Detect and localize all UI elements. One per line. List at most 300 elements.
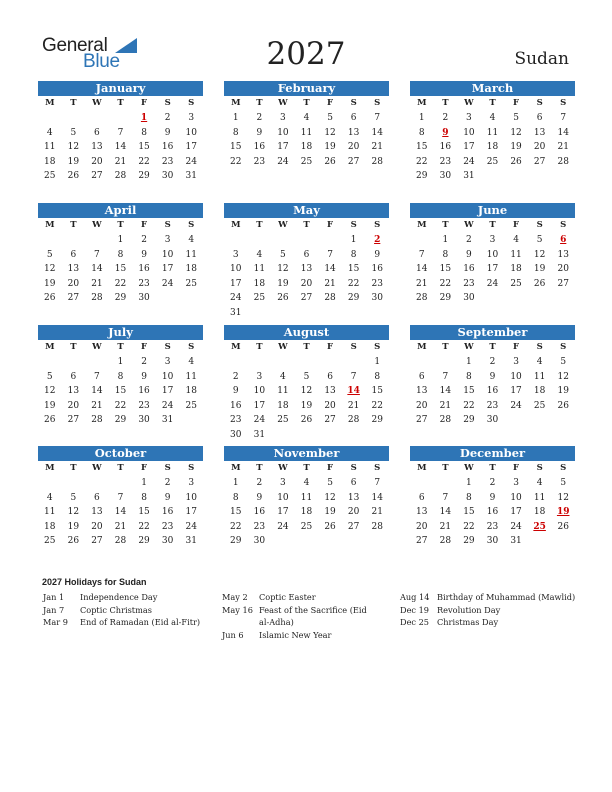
day-cell: 19 xyxy=(67,156,80,167)
day-cell: 22 xyxy=(439,278,452,289)
day-cell: 29 xyxy=(114,293,127,304)
empty-day-cell xyxy=(224,355,248,370)
day-cell: 24 xyxy=(185,521,197,532)
empty-day-cell xyxy=(410,233,434,248)
day-cell: 21 xyxy=(557,142,569,153)
day-cell: 23 xyxy=(486,400,499,411)
day-cell: 2 xyxy=(489,478,496,488)
weekday-label: T xyxy=(489,463,496,473)
day-cell: 5 xyxy=(46,249,53,260)
day-cell: 26 xyxy=(300,415,313,426)
weekday-label: W xyxy=(464,342,474,352)
day-cell: 26 xyxy=(324,521,336,532)
day-cell: 28 xyxy=(557,156,569,167)
day-cell: 1 xyxy=(466,357,472,367)
day-cell: 11 xyxy=(533,492,546,503)
day-cell: 5 xyxy=(303,371,310,382)
weekday-label: S xyxy=(560,98,567,108)
day-cell: 22 xyxy=(463,521,475,532)
day-cell: 24 xyxy=(277,156,289,167)
day-cell: 12 xyxy=(324,492,336,503)
holiday-date: May 16 xyxy=(222,604,253,615)
empty-day-cell xyxy=(318,355,342,370)
weekday-label: W xyxy=(464,98,474,108)
day-cell: 15 xyxy=(439,264,452,275)
day-cell: 7 xyxy=(117,492,124,503)
day-cell: 21 xyxy=(91,278,103,289)
day-cell: 9 xyxy=(256,492,263,503)
holiday-day-cell: 1 xyxy=(140,113,148,123)
day-cell: 27 xyxy=(347,521,360,532)
day-cell: 1 xyxy=(418,113,425,123)
holiday-date: Jan 7 xyxy=(43,604,65,615)
day-cell: 14 xyxy=(114,507,127,518)
day-cell: 22 xyxy=(138,521,150,532)
month-august xyxy=(224,325,389,443)
day-cell: 30 xyxy=(138,415,150,426)
day-cell: 28 xyxy=(439,415,452,426)
day-cell: 17 xyxy=(277,142,289,153)
month-header: August xyxy=(224,325,389,340)
day-cell: 26 xyxy=(510,156,522,167)
holiday-item xyxy=(400,604,580,617)
day-cell: 24 xyxy=(161,400,174,411)
day-cell: 6 xyxy=(70,371,77,382)
month-january xyxy=(38,81,203,184)
day-cell: 4 xyxy=(46,492,53,503)
empty-day-cell xyxy=(38,111,62,126)
month-july xyxy=(38,325,203,428)
empty-day-cell xyxy=(38,476,62,491)
day-cell: 17 xyxy=(510,386,522,397)
day-cell: 10 xyxy=(253,386,266,397)
day-cell: 3 xyxy=(280,478,286,488)
day-cell: 18 xyxy=(486,142,499,153)
day-cell: 9 xyxy=(466,249,472,260)
day-cell: 9 xyxy=(374,249,381,260)
day-cell: 6 xyxy=(327,371,333,382)
day-cell: 24 xyxy=(185,156,197,167)
weekday-label: T xyxy=(256,342,263,352)
day-cell: 9 xyxy=(164,127,171,138)
day-cell: 19 xyxy=(510,142,522,153)
holiday-name: Christmas Day xyxy=(437,617,499,627)
day-cell: 28 xyxy=(371,521,383,532)
day-cell: 17 xyxy=(486,264,499,275)
day-cell: 26 xyxy=(557,521,569,532)
day-cell: 25 xyxy=(300,521,313,532)
day-cell: 21 xyxy=(91,400,103,411)
day-cell: 14 xyxy=(439,507,452,518)
weekday-label: S xyxy=(536,463,543,473)
day-cell: 8 xyxy=(418,127,425,138)
day-cell: 10 xyxy=(510,371,522,382)
weekday-label: T xyxy=(117,98,124,108)
day-cell: 15 xyxy=(371,386,383,397)
holiday-item xyxy=(222,604,372,629)
day-cell: 27 xyxy=(347,156,360,167)
day-cell: 16 xyxy=(138,264,150,275)
day-cell: 28 xyxy=(324,293,336,304)
day-cell: 4 xyxy=(489,113,496,123)
day-cell: 14 xyxy=(91,264,103,275)
day-cell: 6 xyxy=(94,492,100,503)
day-cell: 23 xyxy=(230,415,242,426)
day-cell: 13 xyxy=(67,386,80,397)
day-cell: 18 xyxy=(185,264,197,275)
day-cell: 21 xyxy=(347,400,360,411)
day-cell: 28 xyxy=(91,415,103,426)
day-cell: 27 xyxy=(557,278,569,289)
day-cell: 11 xyxy=(533,371,546,382)
day-cell: 2 xyxy=(232,371,239,382)
day-cell: 27 xyxy=(416,536,428,547)
weekday-label: M xyxy=(45,342,55,352)
day-cell: 18 xyxy=(510,264,522,275)
day-cell: 31 xyxy=(185,536,197,547)
day-cell: 17 xyxy=(253,400,266,411)
day-cell: 7 xyxy=(94,249,100,260)
day-cell: 13 xyxy=(416,507,428,518)
day-cell: 10 xyxy=(463,127,475,138)
day-cell: 19 xyxy=(300,400,313,411)
weekday-label: T xyxy=(256,98,263,108)
day-cell: 27 xyxy=(91,536,103,547)
day-cell: 21 xyxy=(439,521,452,532)
weekday-label: F xyxy=(141,342,148,352)
day-cell: 25 xyxy=(253,293,266,304)
day-cell: 3 xyxy=(256,371,263,382)
month-header: May xyxy=(224,203,389,218)
day-cell: 12 xyxy=(557,371,569,382)
day-cell: 23 xyxy=(486,521,499,532)
day-cell: 28 xyxy=(371,156,383,167)
weekday-label: T xyxy=(442,463,449,473)
day-grid xyxy=(410,218,575,306)
weekday-label: S xyxy=(350,342,357,352)
day-cell: 10 xyxy=(277,127,289,138)
day-cell: 8 xyxy=(117,249,124,260)
day-cell: 18 xyxy=(44,156,56,167)
day-cell: 13 xyxy=(91,507,103,518)
day-cell: 14 xyxy=(324,264,336,275)
holiday-day-cell: 25 xyxy=(533,521,546,532)
month-header: October xyxy=(38,446,203,461)
day-cell: 12 xyxy=(44,386,56,397)
day-cell: 10 xyxy=(277,492,289,503)
day-cell: 24 xyxy=(277,521,289,532)
day-cell: 5 xyxy=(560,478,567,488)
day-cell: 3 xyxy=(489,235,496,245)
day-cell: 28 xyxy=(439,536,452,547)
day-grid xyxy=(38,340,203,428)
empty-day-cell xyxy=(62,233,86,248)
empty-day-cell xyxy=(271,233,295,248)
day-cell: 3 xyxy=(188,113,195,123)
day-cell: 29 xyxy=(114,415,127,426)
empty-day-cell xyxy=(62,111,86,126)
day-cell: 20 xyxy=(324,400,336,411)
day-cell: 10 xyxy=(185,492,197,503)
weekday-label: S xyxy=(560,342,567,352)
day-cell: 12 xyxy=(67,507,80,518)
day-cell: 11 xyxy=(510,249,522,260)
day-cell: 1 xyxy=(232,113,239,123)
day-cell: 12 xyxy=(557,492,569,503)
day-cell: 7 xyxy=(374,478,381,488)
day-cell: 3 xyxy=(188,478,195,488)
day-grid xyxy=(224,461,389,549)
month-header: March xyxy=(410,81,575,96)
holiday-date: Dec 25 xyxy=(400,617,430,627)
day-cell: 5 xyxy=(46,371,53,382)
day-cell: 29 xyxy=(138,536,150,547)
day-cell: 26 xyxy=(324,156,336,167)
day-cell: 25 xyxy=(277,415,289,426)
weekday-label: T xyxy=(117,342,124,352)
holiday-item xyxy=(400,591,580,604)
day-cell: 2 xyxy=(164,478,171,488)
weekday-label: T xyxy=(489,342,496,352)
day-cell: 10 xyxy=(486,249,499,260)
day-cell: 3 xyxy=(164,235,171,245)
weekday-label: T xyxy=(489,220,496,230)
day-cell: 17 xyxy=(510,507,522,518)
month-february xyxy=(224,81,389,169)
day-cell: 16 xyxy=(486,507,499,518)
empty-day-cell xyxy=(109,476,133,491)
month-header: April xyxy=(38,203,203,218)
weekday-label: W xyxy=(278,98,288,108)
empty-day-cell xyxy=(62,476,86,491)
day-cell: 16 xyxy=(253,142,266,153)
day-cell: 24 xyxy=(253,415,266,426)
day-cell: 30 xyxy=(161,536,174,547)
month-november xyxy=(224,446,389,549)
day-cell: 9 xyxy=(141,249,147,260)
weekday-label: W xyxy=(278,342,288,352)
empty-day-cell xyxy=(38,355,62,370)
day-cell: 30 xyxy=(230,429,242,440)
day-cell: 11 xyxy=(185,249,197,260)
weekday-label: S xyxy=(536,220,543,230)
weekday-label: W xyxy=(92,342,102,352)
day-cell: 21 xyxy=(371,142,383,153)
empty-day-cell xyxy=(109,111,133,126)
day-cell: 24 xyxy=(486,278,499,289)
weekday-label: M xyxy=(231,98,241,108)
day-grid xyxy=(410,461,575,549)
day-cell: 14 xyxy=(371,127,383,138)
weekday-label: W xyxy=(278,220,288,230)
day-cell: 27 xyxy=(324,415,336,426)
weekday-label: S xyxy=(350,98,357,108)
day-cell: 22 xyxy=(416,156,428,167)
day-cell: 21 xyxy=(371,507,383,518)
empty-day-cell xyxy=(85,476,109,491)
weekday-label: S xyxy=(374,220,381,230)
country-name: Sudan xyxy=(514,49,569,69)
day-cell: 30 xyxy=(161,171,174,182)
holiday-date: Aug 14 xyxy=(400,592,430,602)
holidays-title: 2027 Holidays for Sudan xyxy=(42,577,147,587)
day-cell: 4 xyxy=(513,235,519,245)
day-cell: 11 xyxy=(300,127,313,138)
holiday-date: Jun 6 xyxy=(222,629,244,640)
day-cell: 20 xyxy=(91,156,103,167)
weekday-label: S xyxy=(536,342,543,352)
day-cell: 25 xyxy=(44,536,56,547)
day-cell: 6 xyxy=(350,113,357,123)
day-cell: 21 xyxy=(114,521,127,532)
day-cell: 22 xyxy=(114,278,127,289)
empty-day-cell xyxy=(410,355,434,370)
day-cell: 30 xyxy=(463,293,475,304)
empty-day-cell xyxy=(434,355,458,370)
day-cell: 1 xyxy=(374,357,381,367)
day-cell: 12 xyxy=(533,249,546,260)
day-cell: 19 xyxy=(557,386,569,397)
weekday-label: F xyxy=(141,463,148,473)
day-cell: 4 xyxy=(188,357,195,367)
weekday-label: T xyxy=(70,220,77,230)
day-cell: 6 xyxy=(303,249,310,260)
day-cell: 16 xyxy=(486,386,499,397)
day-cell: 25 xyxy=(510,278,522,289)
day-cell: 17 xyxy=(277,507,289,518)
day-cell: 26 xyxy=(44,415,56,426)
day-cell: 26 xyxy=(67,536,80,547)
day-cell: 20 xyxy=(533,142,546,153)
month-march xyxy=(410,81,575,184)
day-cell: 7 xyxy=(94,371,100,382)
day-cell: 29 xyxy=(371,415,383,426)
day-cell: 14 xyxy=(371,492,383,503)
day-cell: 7 xyxy=(350,371,357,382)
day-cell: 6 xyxy=(70,249,77,260)
day-cell: 9 xyxy=(489,492,496,503)
weekday-label: M xyxy=(231,220,241,230)
day-cell: 28 xyxy=(416,293,428,304)
day-cell: 13 xyxy=(324,386,336,397)
weekday-label: F xyxy=(141,220,148,230)
day-cell: 22 xyxy=(138,156,150,167)
day-cell: 8 xyxy=(466,371,472,382)
weekday-label: S xyxy=(188,220,195,230)
day-cell: 10 xyxy=(161,371,174,382)
day-cell: 20 xyxy=(416,521,428,532)
month-header: June xyxy=(410,203,575,218)
day-grid xyxy=(224,96,389,169)
holiday-date: Dec 19 xyxy=(400,604,430,615)
day-cell: 31 xyxy=(161,415,174,426)
day-cell: 8 xyxy=(442,249,449,260)
day-cell: 19 xyxy=(324,142,336,153)
day-grid xyxy=(38,96,203,184)
day-cell: 26 xyxy=(67,171,80,182)
holiday-item xyxy=(43,604,203,617)
weekday-label: M xyxy=(417,463,427,473)
empty-day-cell xyxy=(248,355,272,370)
day-cell: 15 xyxy=(347,264,360,275)
day-cell: 26 xyxy=(277,293,289,304)
day-cell: 16 xyxy=(161,142,174,153)
day-cell: 26 xyxy=(44,293,56,304)
weekday-label: S xyxy=(164,98,171,108)
holiday-name: End of Ramadan (Eid al-Fitr) xyxy=(80,617,201,627)
day-cell: 22 xyxy=(347,278,360,289)
day-cell: 19 xyxy=(67,521,80,532)
day-cell: 7 xyxy=(560,113,567,123)
holiday-item xyxy=(43,616,203,629)
month-april xyxy=(38,203,203,306)
day-cell: 1 xyxy=(232,478,239,488)
day-cell: 26 xyxy=(557,400,569,411)
month-header: September xyxy=(410,325,575,340)
day-cell: 18 xyxy=(533,386,546,397)
weekday-label: T xyxy=(256,220,263,230)
day-cell: 11 xyxy=(44,507,56,518)
day-cell: 22 xyxy=(371,400,383,411)
day-cell: 9 xyxy=(256,127,263,138)
day-cell: 24 xyxy=(463,156,475,167)
holiday-column xyxy=(43,591,203,629)
day-cell: 15 xyxy=(463,507,475,518)
day-cell: 13 xyxy=(557,249,569,260)
day-grid xyxy=(224,218,389,321)
day-cell: 30 xyxy=(486,415,499,426)
day-cell: 6 xyxy=(418,371,425,382)
day-cell: 1 xyxy=(350,235,357,245)
day-cell: 23 xyxy=(138,400,150,411)
weekday-label: S xyxy=(350,463,357,473)
day-cell: 27 xyxy=(91,171,103,182)
day-cell: 6 xyxy=(94,127,100,138)
holiday-name: Birthday of Muhammad (Mawlid) xyxy=(437,592,576,602)
day-cell: 18 xyxy=(300,507,313,518)
day-cell: 27 xyxy=(67,293,80,304)
empty-day-cell xyxy=(224,233,248,248)
day-cell: 21 xyxy=(324,278,336,289)
day-cell: 27 xyxy=(67,415,80,426)
weekday-label: M xyxy=(45,463,55,473)
day-cell: 1 xyxy=(141,478,147,488)
day-cell: 15 xyxy=(114,264,127,275)
day-cell: 10 xyxy=(510,492,522,503)
day-cell: 13 xyxy=(347,492,360,503)
day-cell: 14 xyxy=(416,264,428,275)
empty-day-cell xyxy=(318,233,342,248)
day-cell: 28 xyxy=(114,171,127,182)
logo-blue-text: Blue xyxy=(83,51,120,72)
day-cell: 2 xyxy=(442,113,449,123)
day-cell: 13 xyxy=(416,386,428,397)
day-cell: 24 xyxy=(161,278,174,289)
holiday-column xyxy=(222,591,372,641)
day-cell: 15 xyxy=(463,386,475,397)
day-cell: 27 xyxy=(300,293,313,304)
day-cell: 13 xyxy=(67,264,80,275)
day-cell: 2 xyxy=(466,235,472,245)
day-cell: 21 xyxy=(416,278,428,289)
day-cell: 8 xyxy=(374,371,381,382)
day-cell: 5 xyxy=(513,113,519,123)
day-cell: 30 xyxy=(371,293,383,304)
day-cell: 9 xyxy=(141,371,147,382)
day-cell: 31 xyxy=(510,536,522,547)
day-cell: 4 xyxy=(303,113,310,123)
day-cell: 30 xyxy=(253,536,266,547)
